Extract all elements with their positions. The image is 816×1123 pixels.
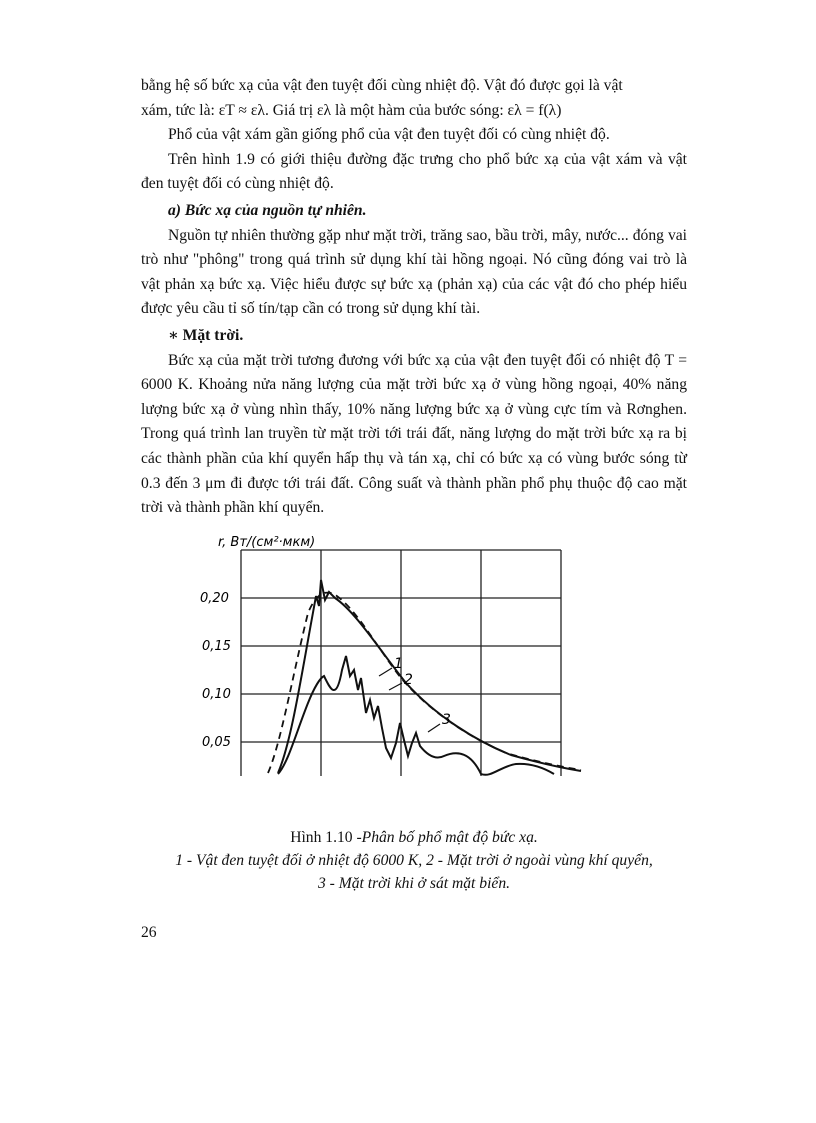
spectrum-plot — [196, 528, 608, 800]
caption-line-3: 3 - Mặt trời khi ở sát mặt biển. — [317, 875, 511, 892]
paragraph-1-line-2: xám, tức là: εT ≈ ελ. Giá trị ελ là một hàm của bước sóng: ελ = f(λ) — [141, 101, 562, 119]
curve-3-sun-sea-level — [278, 656, 554, 775]
figure-caption — [141, 826, 687, 895]
section-heading-sun: ∗ Mặt trời. — [168, 326, 244, 344]
section-heading-natural-sources: a) Bức xạ của nguồn tự nhiên. — [168, 201, 367, 219]
curve-label-2: 2 — [404, 672, 413, 688]
curve-1-blackbody — [268, 593, 581, 773]
tick-label-020: 0,20 — [200, 591, 229, 606]
paragraph-1-line-1: bằng hệ số bức xạ của vật đen tuyệt đối cùng nhiệt độ. Vật đó được gọi là vật — [141, 77, 623, 94]
curve-label-3: 3 — [442, 712, 451, 728]
tick-label-015: 0,15 — [202, 639, 231, 654]
body-text — [141, 74, 687, 521]
caption-title: Phân bố phổ mật độ bức xạ. — [361, 829, 538, 846]
caption-line-2: 1 - Vật đen tuyệt đối ở nhiệt độ 6000 K, 2 - Mặt trời ở ngoài vùng khí quyển, — [175, 852, 653, 869]
paragraph-3: Trên hình 1.9 có giới thiệu đường đặc trưng cho phổ bức xạ của vật xám và vật đen tuyệt đối có cùng nhiệt độ. — [141, 150, 687, 193]
tick-label-005: 0,05 — [202, 735, 231, 750]
page-number: 26 — [141, 924, 157, 941]
paragraph-5: Bức xạ của mặt trời tương đương với bức xạ của vật đen tuyệt đối có nhiệt độ T = 6000 K. Khoảng nửa năng lượng của mặt trời bức xạ ở vùng hồng ngoại, 40% năng lượng bức xạ ở vùng nhìn thấy, 10% năng lượng bức xạ ở vùng cực tím và Rơnghen. Trong quá trình lan truyền từ mặt trời tới trái đất, năng lượng do mặt trời bức xạ ra bị các thành phần của khí quyển hấp thụ và tán xạ, chỉ có bức xạ có vùng bước sóng từ 0.3 đến 3 μm đi được tới trái đất. Công suất và thành phần phổ phụ thuộc độ cao mặt trời và thành phần khí quyển. — [141, 351, 687, 517]
curve-label-1: 1 — [394, 656, 403, 672]
caption-line-1 — [141, 826, 687, 849]
y-axis-label: r, Вт/(см²·мкм) — [218, 535, 316, 550]
paragraph-4: Nguồn tự nhiên thường gặp như mặt trời, trăng sao, bầu trời, mây, nước... đóng vai trò như "phông" trong quá trình sử dụng khí tài hồng ngoại. Nó cũng đóng vai trò là vật phản xạ bức xạ. Việc hiểu được sự bức xạ (phản xạ) của các vật đó cho phép hiểu được yêu cầu tỉ số tín/tạp cần có trong sử dụng khí tài. — [141, 226, 687, 318]
figure-spectrum — [196, 528, 608, 800]
tick-label-010: 0,10 — [202, 687, 231, 702]
paragraph-2: Phổ của vật xám gần giống phổ của vật đen tuyệt đối có cùng nhiệt độ. — [168, 126, 610, 144]
caption-prefix: Hình 1.10 - — [290, 829, 362, 846]
